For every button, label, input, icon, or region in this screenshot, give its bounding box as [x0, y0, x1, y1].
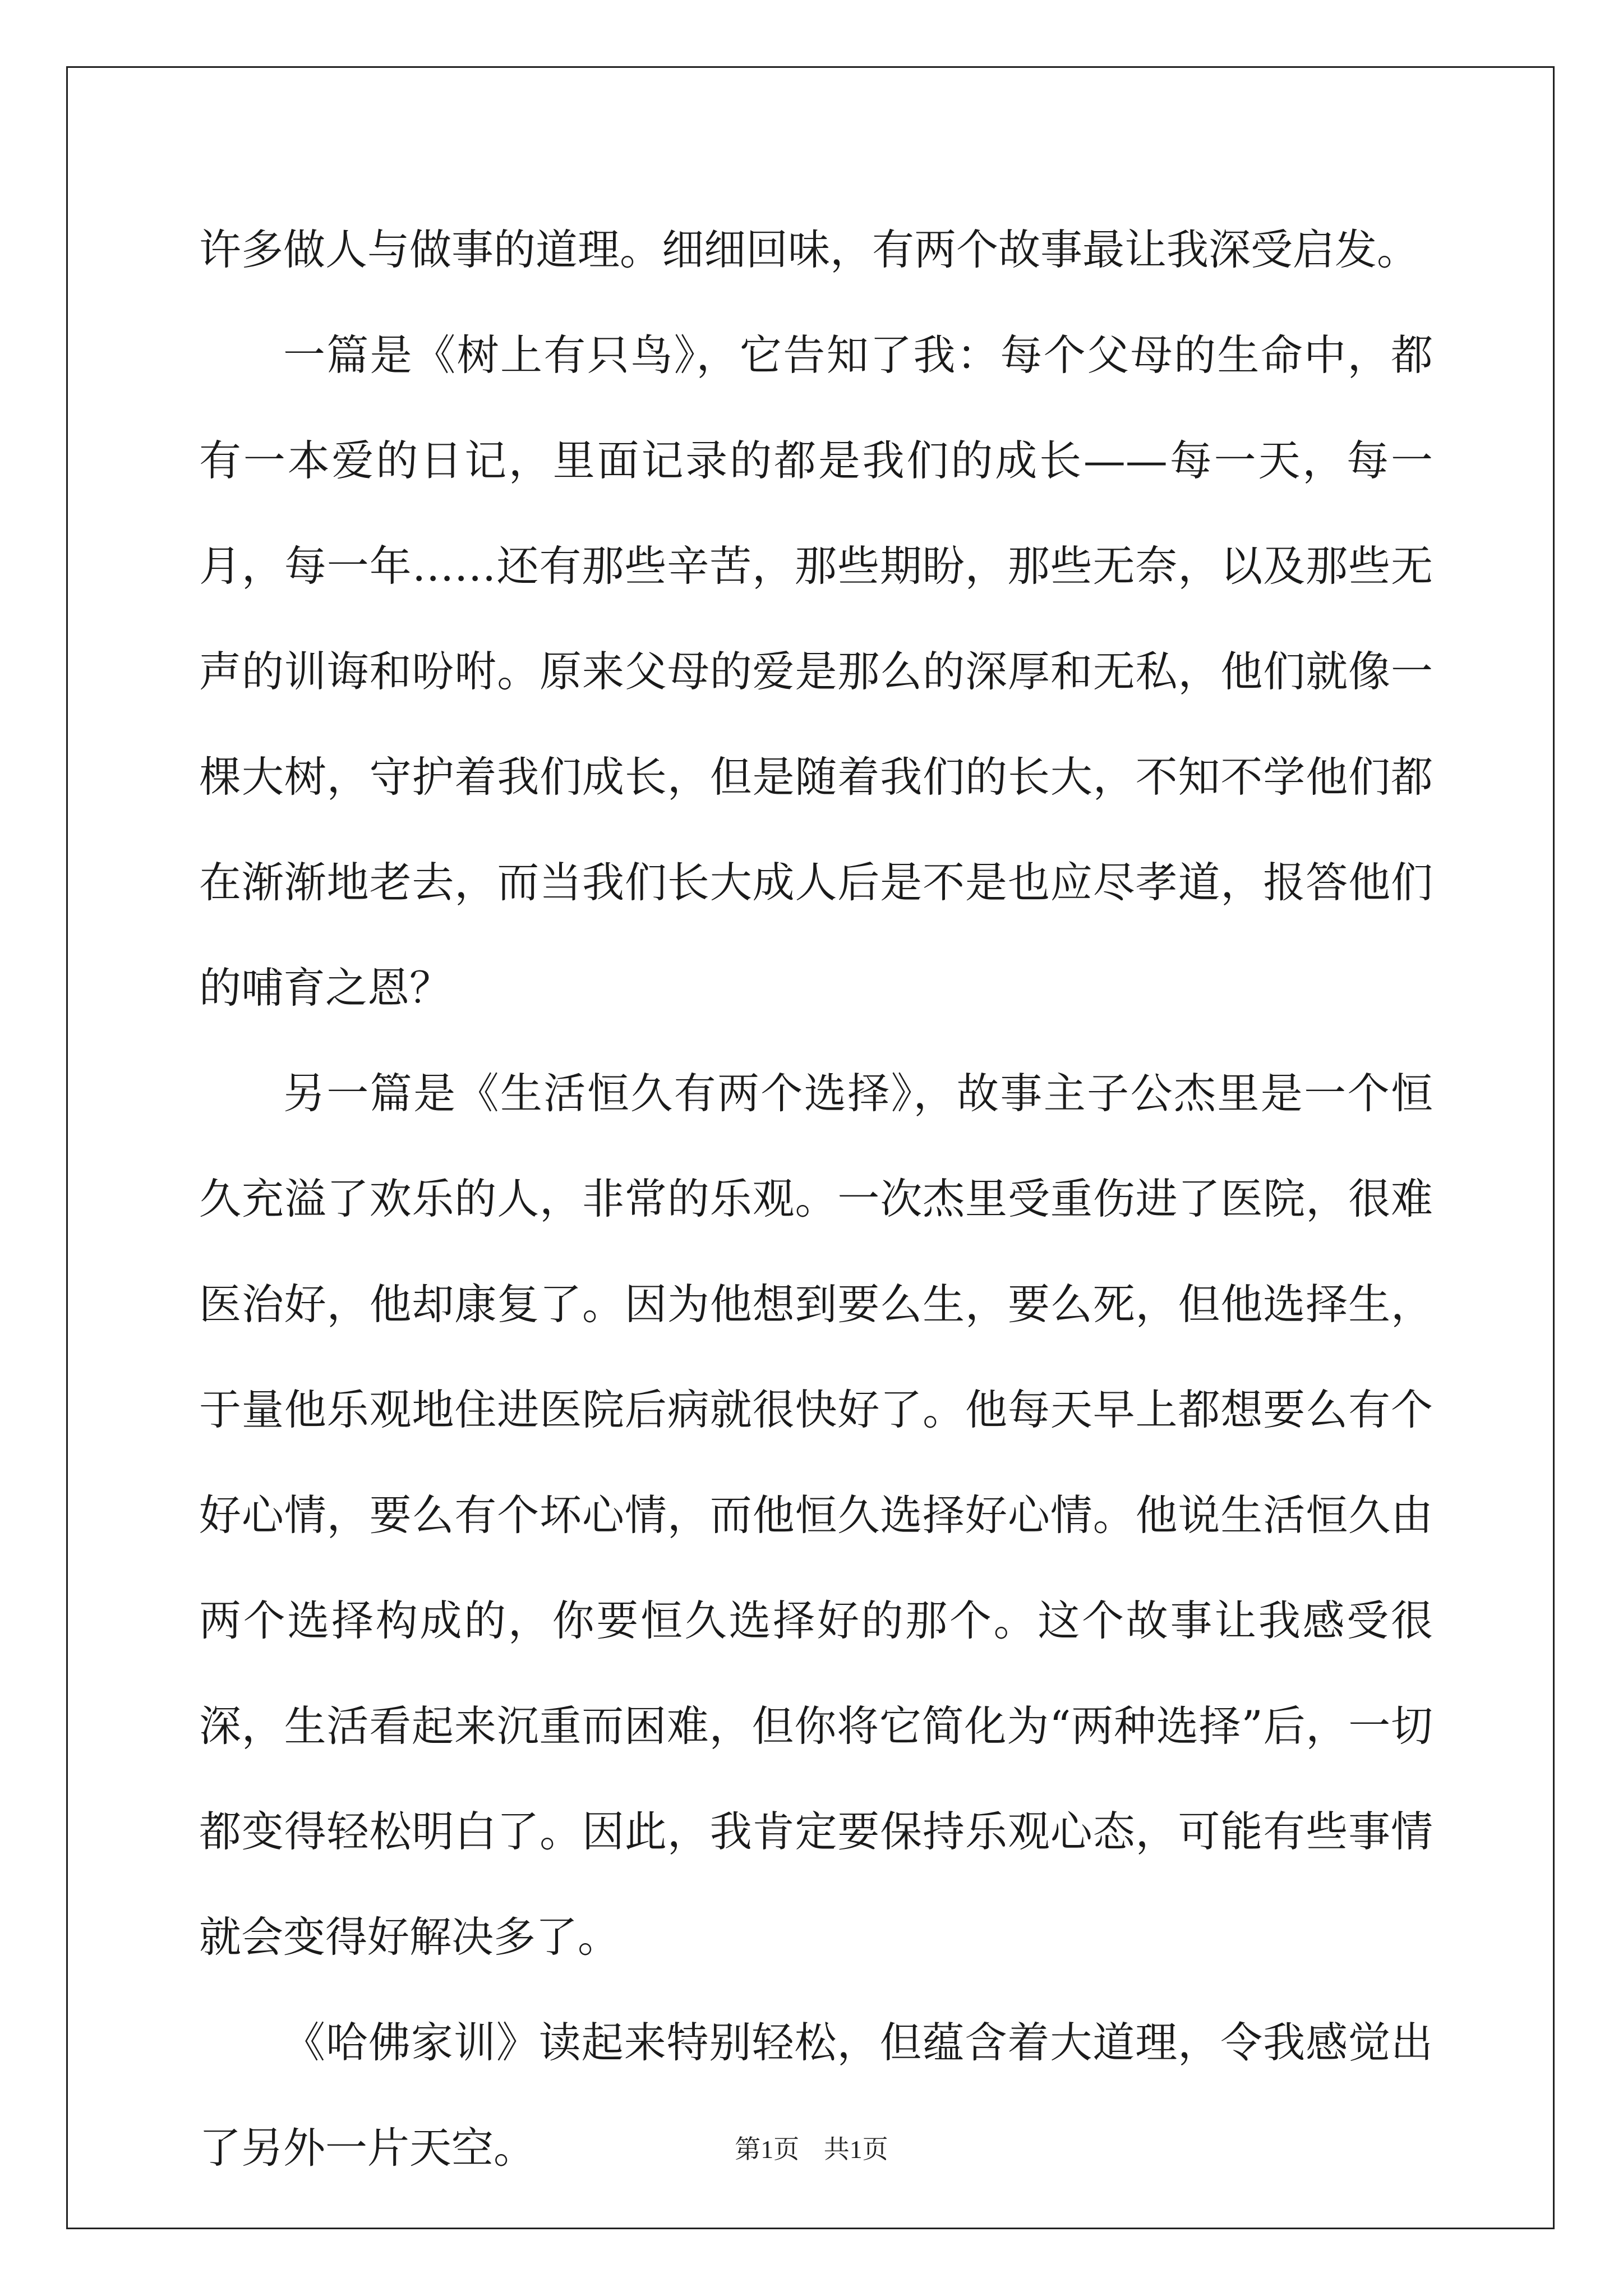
- paragraph-1: 许多做人与做事的道理。细细回味，有两个故事最让我深受启发。: [199, 225, 1419, 274]
- paragraph-4: 《哈佛家训》读起来特别轻松，但蕴含着大道理，令我感觉出了另外一片天空。: [199, 2018, 1433, 2173]
- paragraph-3: 另一篇是《生活恒久有两个选择》，故事主子公杰里是一个恒久充溢了欢乐的人，非常的乐观。一次杰里受重伤进了医院，很难医治好，他却康复了。因为他想到要么生，要么死，但他选择生，于量他乐观地住进医院后病就很快好了。他每天早上都想要么有个好心情，要么有个坏心情，而他恒久选择好心情。他说生活恒久由两个选择构成的，你要恒久选择好的那个。这个故事让我感受很深，生活看起来沉重而困难，但你将它简化为“两种选择”后，一切都变得轻松明白了。因此，我肯定要保持乐观心态，可能有些事情就会变得好解决多了。: [199, 1069, 1433, 1962]
- page-footer: [0, 2129, 1623, 2166]
- page-number-total: 共1页: [823, 2135, 888, 2164]
- document-body: [199, 197, 1433, 2201]
- paragraph-2: 一篇是《树上有只鸟》，它告知了我：每个父母的生命中，都有一本爱的日记，里面记录的都是我们的成长——每一天，每一月，每一年……还有那些辛苦，那些期盼，那些无奈，以及那些无声的训诲和吩咐。原来父母的爱是那么的深厚和无私，他们就像一棵大树，守护着我们成长，但是随着我们的长大，不知不学他们都在渐渐地老去，而当我们长大成人后是不是也应尽孝道，报答他们的哺育之恩？: [199, 330, 1433, 1013]
- page-number-current: 第1页: [735, 2135, 800, 2164]
